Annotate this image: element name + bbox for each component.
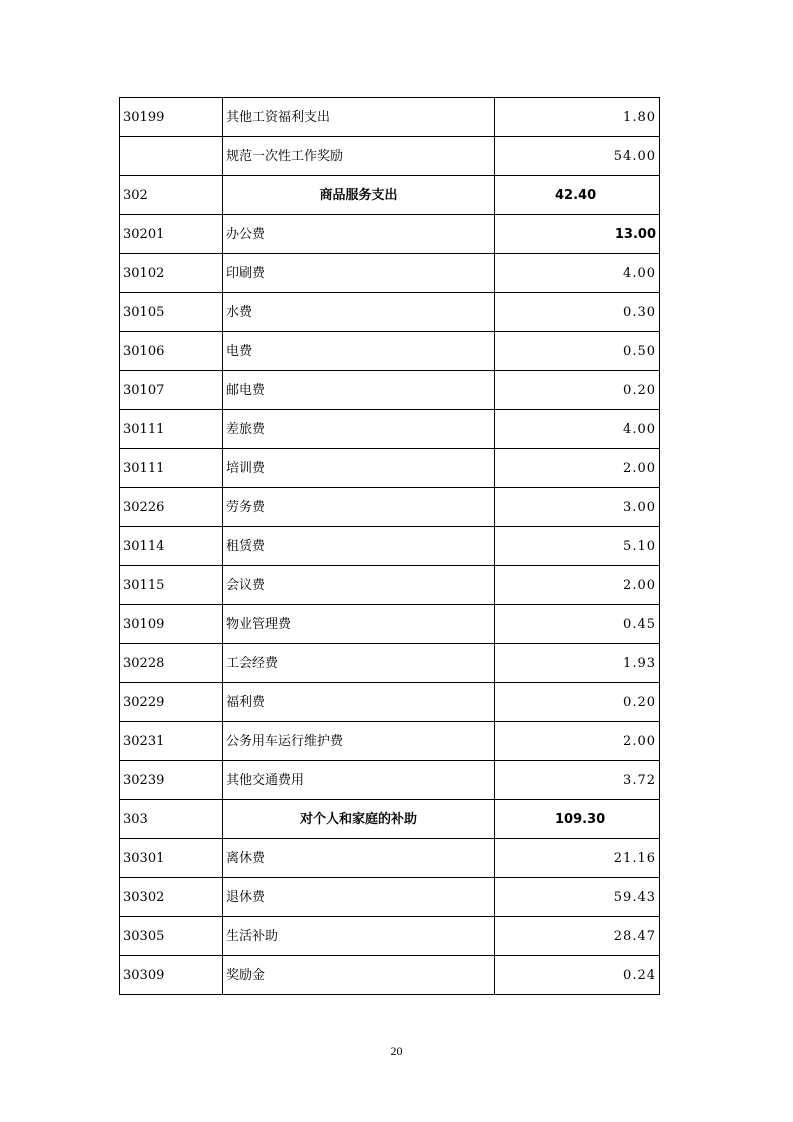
table-row	[120, 293, 660, 332]
table-row	[120, 566, 660, 605]
table-row	[120, 644, 660, 683]
item-name: 其他工资福利支出	[223, 98, 495, 137]
account-code: 30228	[120, 644, 223, 683]
account-code: 30102	[120, 254, 223, 293]
item-name: 离休费	[223, 839, 495, 878]
account-code: 30115	[120, 566, 223, 605]
account-code	[120, 137, 223, 176]
section-code: 303	[120, 800, 223, 839]
item-name: 物业管理费	[223, 605, 495, 644]
amount: 0.50	[495, 332, 660, 371]
amount: 2.00	[495, 722, 660, 761]
account-code: 30226	[120, 488, 223, 527]
account-code: 30302	[120, 878, 223, 917]
section-name: 对个人和家庭的补助	[223, 800, 495, 839]
item-name: 水费	[223, 293, 495, 332]
account-code: 30309	[120, 956, 223, 995]
section-amount: 42.40	[495, 176, 660, 215]
item-name: 福利费	[223, 683, 495, 722]
item-name: 退休费	[223, 878, 495, 917]
account-code: 30305	[120, 917, 223, 956]
amount: 0.30	[495, 293, 660, 332]
item-name: 会议费	[223, 566, 495, 605]
section-row	[120, 800, 660, 839]
table-row	[120, 722, 660, 761]
amount: 0.20	[495, 371, 660, 410]
amount: 3.72	[495, 761, 660, 800]
amount: 13.00	[495, 215, 660, 254]
item-name: 劳务费	[223, 488, 495, 527]
item-name: 规范一次性工作奖励	[223, 137, 495, 176]
amount: 54.00	[495, 137, 660, 176]
table-row	[120, 215, 660, 254]
item-name: 培训费	[223, 449, 495, 488]
table-row	[120, 410, 660, 449]
item-name: 租赁费	[223, 527, 495, 566]
amount: 5.10	[495, 527, 660, 566]
item-name: 差旅费	[223, 410, 495, 449]
table-row	[120, 683, 660, 722]
section-name: 商品服务支出	[223, 176, 495, 215]
table-row	[120, 371, 660, 410]
account-code: 30301	[120, 839, 223, 878]
item-name: 邮电费	[223, 371, 495, 410]
account-code: 30111	[120, 449, 223, 488]
budget-table	[119, 97, 660, 995]
table-row	[120, 254, 660, 293]
account-code: 30111	[120, 410, 223, 449]
table-row	[120, 488, 660, 527]
item-name: 生活补助	[223, 917, 495, 956]
amount: 2.00	[495, 566, 660, 605]
table-row	[120, 332, 660, 371]
table-row	[120, 98, 660, 137]
amount: 4.00	[495, 410, 660, 449]
account-code: 30201	[120, 215, 223, 254]
amount: 21.16	[495, 839, 660, 878]
amount: 0.20	[495, 683, 660, 722]
item-name: 工会经费	[223, 644, 495, 683]
item-name: 办公费	[223, 215, 495, 254]
table-row	[120, 917, 660, 956]
table-row	[120, 137, 660, 176]
account-code: 30231	[120, 722, 223, 761]
amount: 0.45	[495, 605, 660, 644]
item-name: 其他交通费用	[223, 761, 495, 800]
table-row	[120, 605, 660, 644]
table-row	[120, 761, 660, 800]
table-row	[120, 527, 660, 566]
amount: 4.00	[495, 254, 660, 293]
account-code: 30109	[120, 605, 223, 644]
item-name: 电费	[223, 332, 495, 371]
section-amount: 109.30	[495, 800, 660, 839]
table-row	[120, 878, 660, 917]
account-code: 30239	[120, 761, 223, 800]
item-name: 印刷费	[223, 254, 495, 293]
account-code: 30106	[120, 332, 223, 371]
amount: 59.43	[495, 878, 660, 917]
amount: 1.93	[495, 644, 660, 683]
item-name: 奖励金	[223, 956, 495, 995]
table-row	[120, 839, 660, 878]
account-code: 30199	[120, 98, 223, 137]
account-code: 30229	[120, 683, 223, 722]
page-number: 20	[390, 1044, 403, 1058]
account-code: 30114	[120, 527, 223, 566]
amount: 0.24	[495, 956, 660, 995]
item-name: 公务用车运行维护费	[223, 722, 495, 761]
table-row	[120, 956, 660, 995]
amount: 3.00	[495, 488, 660, 527]
account-code: 30105	[120, 293, 223, 332]
table-row	[120, 449, 660, 488]
amount: 1.80	[495, 98, 660, 137]
amount: 28.47	[495, 917, 660, 956]
section-row	[120, 176, 660, 215]
account-code: 30107	[120, 371, 223, 410]
section-code: 302	[120, 176, 223, 215]
amount: 2.00	[495, 449, 660, 488]
